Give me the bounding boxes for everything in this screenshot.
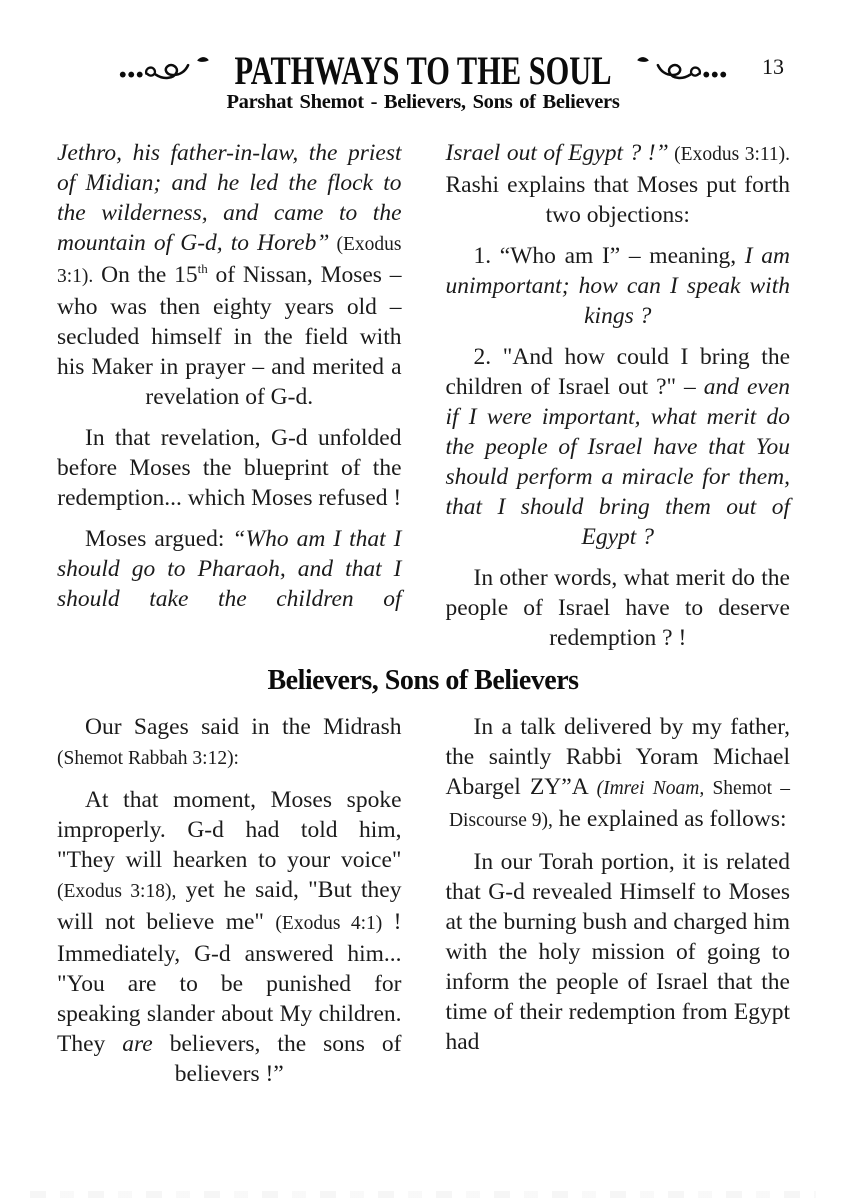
text-run: (Exodus 3:18), [57, 881, 177, 902]
text-run: yet he said, "But they will not believe me" [57, 877, 402, 935]
paragraph [446, 342, 791, 552]
paragraph [57, 524, 402, 614]
title-wrap [224, 46, 622, 93]
text-run: Moses argued: [85, 526, 233, 552]
paragraph [57, 423, 402, 513]
paragraph [446, 847, 791, 1057]
next-line-cutoff-remnant [30, 1191, 816, 1198]
paragraph [446, 712, 791, 836]
bottom-right-column [446, 712, 791, 1089]
top-left-column [57, 138, 402, 653]
paragraph [57, 138, 402, 412]
text-run: 2. "And how could I bring the children of Israel out ?" – [445, 344, 790, 400]
section-heading: Believers, Sons of Believers [267, 665, 579, 696]
text-run: (Shemot Rabbah 3:12): [57, 748, 239, 769]
paragraph [446, 138, 791, 230]
text-run: 1. “Who am I” – meaning, [473, 243, 745, 269]
text-run: Shemot – Discourse 9), [448, 778, 790, 831]
text-run: of Nissan, Moses – who was then eighty years old – secluded himself in the field with his Maker in prayer – and merited a revelation of G-d. [57, 262, 402, 410]
text-run: In that revelation, G-d unfolded before Moses the blueprint of the redemption... which Moses refused ! [57, 425, 402, 511]
paragraph [446, 241, 791, 331]
page-number: 13 [762, 54, 784, 79]
page-header [0, 0, 846, 114]
scroll-flourish-left-icon [116, 52, 218, 84]
page-subtitle: Parshat Shemot - Believers, Sons of Believers [226, 91, 620, 113]
paragraph [57, 712, 402, 774]
bottom-section [57, 712, 790, 1089]
paragraph [57, 785, 402, 1089]
text-run: In our Torah portion, it is related that G-d revealed Himself to Moses at the burning bush and charged him with the holy mission of going to inform the people of Israel that the time of their redemption from Egypt had [445, 849, 790, 1055]
text-run: (Exodus 3:11). [668, 144, 791, 165]
top-section [57, 138, 790, 653]
text-run: “Who am I that I should go to Pharaoh, and that I should take the children of [57, 526, 402, 612]
bottom-left-column [57, 712, 402, 1089]
scroll-flourish-right-icon [628, 52, 730, 84]
text-run: Rashi explains that Moses put forth two objections: [445, 172, 790, 228]
paragraph [446, 563, 791, 653]
text-run: I am unimportant; how can I speak with kings ? [445, 243, 790, 329]
text-run: In other words, what merit do the people of Israel have to deserve redemption ? ! [445, 565, 790, 651]
text-run: In a talk delivered by my father, the saintly Rabbi Yoram Michael Abargel ZY”A [445, 714, 790, 800]
text-run: On the 15 [93, 262, 198, 288]
text-run: (Exodus 4:1) [275, 913, 383, 934]
text-run: are [122, 1031, 153, 1057]
top-right-column [446, 138, 791, 653]
title-row [0, 46, 846, 93]
text-run: At that moment, Moses spoke improperly. G-d had told him, "They will hearken to your voice" [57, 787, 402, 873]
text-run: he explained as follows: [552, 806, 787, 832]
page-title: PATHWAYS TO THE SOUL [234, 48, 612, 93]
text-run: and even if I were important, what merit do the people of Israel have that You should perform a miracle for them, that I should bring them out of Egypt ? [445, 374, 791, 550]
text-run: (Exodus 3:1). [57, 234, 402, 287]
text-run: believers, the sons of believers !” [152, 1031, 402, 1087]
text-run: th [197, 261, 208, 277]
text-run: Israel out of Egypt ? !” [445, 140, 669, 166]
text-run: Our Sages said in the Midrash [85, 714, 402, 740]
text-run: ! Immediately, G-d answered him... "You are to be punished for speaking slander about My children. They [57, 909, 402, 1057]
text-run: (Imrei Noam, [596, 778, 705, 799]
text-run: Jethro, his father-in-law, the priest of Midian; and he led the flock to the wilderness, and came to the mountain of G-d, to Horeb” [57, 140, 402, 256]
